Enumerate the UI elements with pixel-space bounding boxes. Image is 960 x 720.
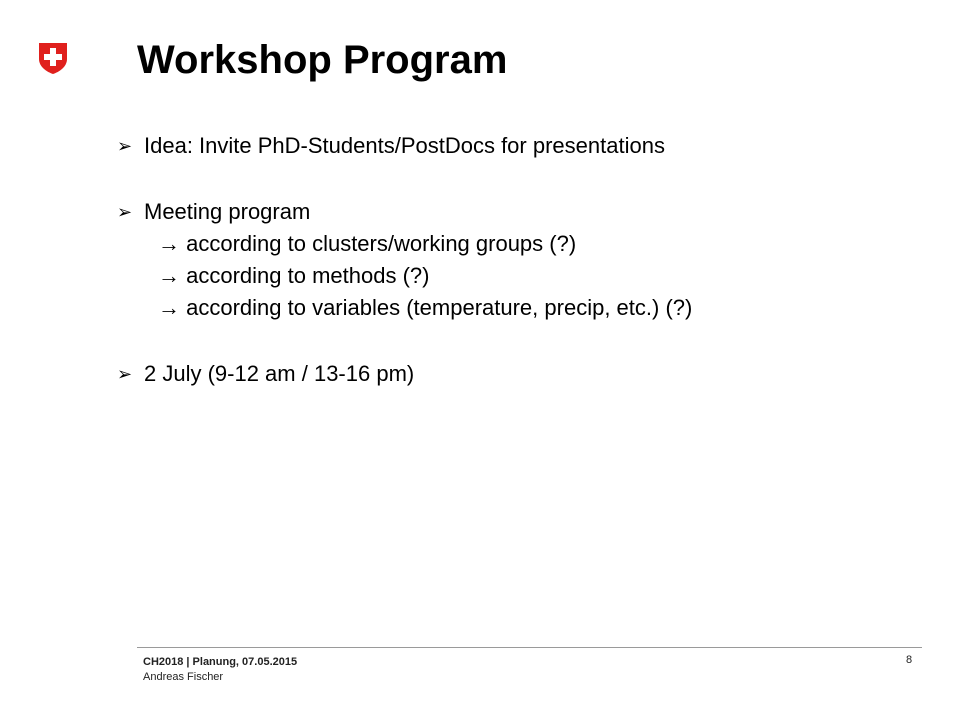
bullet-item xyxy=(117,196,917,324)
bullet-text: Idea: Invite PhD-Students/PostDocs for presentations xyxy=(144,133,665,158)
arrowhead-bullet-icon: ➢ xyxy=(117,136,133,156)
bullet-list xyxy=(117,130,917,390)
sub-item: → according to clusters/working groups (?) xyxy=(158,231,577,256)
arrowhead-bullet-icon: ➢ xyxy=(117,202,133,222)
swiss-shield-icon xyxy=(38,42,68,75)
arrowhead-bullet-icon: ➢ xyxy=(117,364,133,384)
footer-divider xyxy=(137,647,922,648)
sub-item: → according to variables (temperature, precip, etc.) (?) xyxy=(158,295,693,320)
bullet-text: 2 July (9-12 am / 13-16 pm) xyxy=(144,361,415,386)
footer xyxy=(143,655,297,685)
bullet-item xyxy=(117,358,917,390)
bullet-text: Meeting program xyxy=(144,199,311,224)
slide-title: Workshop Program xyxy=(137,38,508,82)
footer-author: Andreas Fischer xyxy=(143,671,224,683)
footer-project-date: CH2018 | Planung, 07.05.2015 xyxy=(143,656,298,668)
bullet-item xyxy=(117,130,917,162)
page-number: 8 xyxy=(906,654,913,666)
sub-item: → according to methods (?) xyxy=(158,263,430,288)
